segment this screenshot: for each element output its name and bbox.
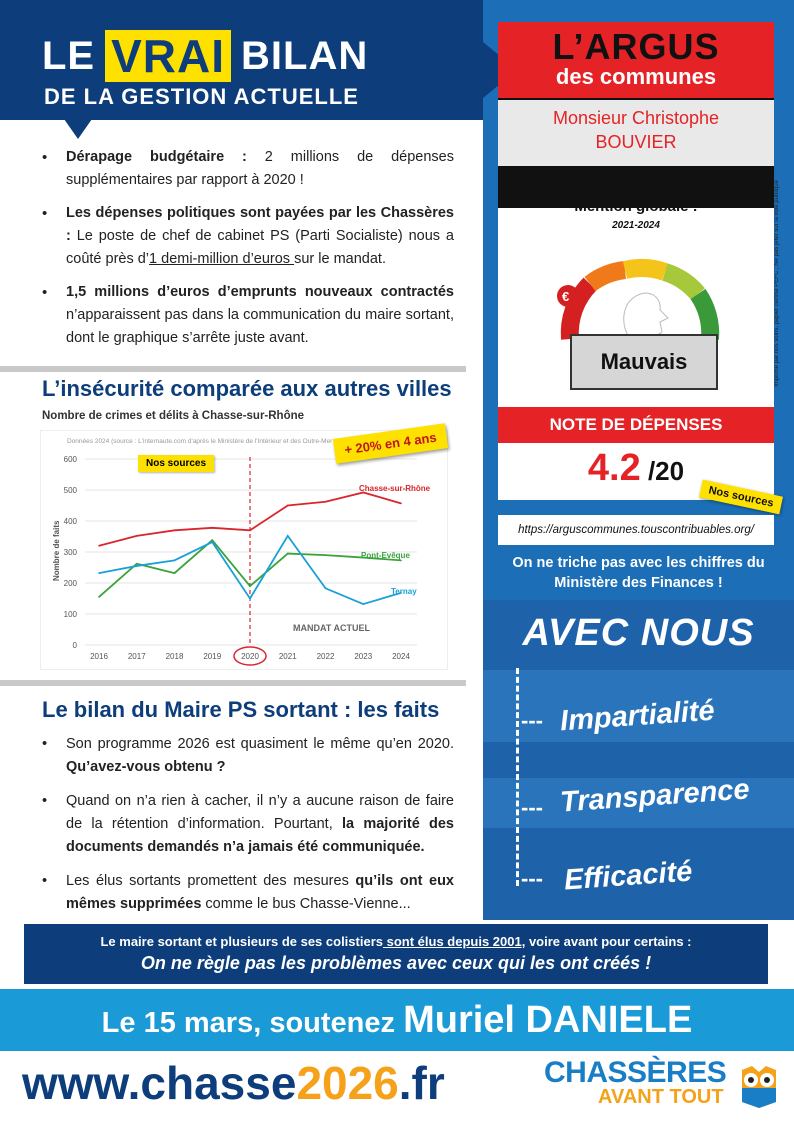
data-point — [249, 585, 251, 587]
data-point — [211, 539, 213, 541]
owl-logo-icon — [738, 1062, 780, 1110]
marianne-icon — [624, 293, 668, 339]
argus-brand-sub: des communes — [555, 64, 717, 89]
sources-badge-right: Nos sources — [699, 480, 783, 515]
quote-box — [24, 924, 768, 984]
headline-bilan: BILAN — [241, 33, 369, 78]
y-tick-label: 600 — [63, 455, 77, 464]
argus-header — [498, 22, 774, 98]
logo-subtext: AVANT TOUT — [598, 1086, 724, 1108]
facts-bullets — [42, 733, 454, 927]
series-label: Chasse-sur-Rhône — [359, 484, 431, 493]
facts-title: Le bilan du Maire PS sortant : les faits — [42, 697, 440, 722]
series-label: Pont-Evêque — [361, 551, 410, 560]
data-point — [325, 501, 327, 503]
logo-text: CHASSÈRES — [544, 1056, 727, 1089]
values-tree-line — [516, 668, 520, 886]
svg-text:€: € — [562, 289, 570, 304]
quote-line1: Le maire sortant et plusieurs de ses colistiers sont élus depuis 2001, voire avant pour certains : — [100, 934, 692, 949]
list-item: • Quand on n’a rien à cacher, il n’y a aucune raison de faire de la rétention d’information. Pourtant, la majorité des documents demandés n’a jamais été communiquée. — [42, 790, 454, 859]
argus-card — [498, 22, 774, 500]
value-transparence: Transparence — [559, 773, 751, 819]
x-tick-label: 2024 — [392, 652, 410, 661]
headline — [42, 30, 368, 82]
mention-period: 2021-2024 — [612, 220, 660, 231]
support-band: Le 15 mars, soutenez Muriel DANIELE — [0, 989, 794, 1051]
data-point — [98, 572, 100, 574]
data-point — [287, 505, 289, 507]
y-tick-label: 200 — [63, 579, 77, 588]
headline-le: LE — [42, 33, 96, 78]
data-point — [174, 560, 176, 562]
crime-chart-svg — [41, 431, 449, 671]
mention-label: Mention globale : — [574, 198, 698, 215]
rating-value: Mauvais — [570, 334, 718, 390]
candidate-name: Muriel DANIELE — [403, 999, 693, 1041]
x-tick-label: 2018 — [165, 652, 184, 661]
x-tick-label: 2023 — [354, 652, 373, 661]
y-tick-label: 0 — [72, 641, 77, 650]
quote-line2: On ne règle pas les problèmes avec ceux qui les ont créés ! — [140, 953, 652, 973]
list-item: • Les élus sortants promettent des mesures qu’ils ont eux mêmes supprimées comme le bus Chasse-Vienne... — [42, 870, 454, 916]
tree-dash: --- — [521, 866, 543, 891]
argus-brand: L’ARGUS — [552, 26, 720, 67]
list-item: • 1,5 millions d’euros d’emprunts nouveaux contractés n’apparaissent pas dans la communication du maire sortant, dont le graphique s’arrête juste avant. — [42, 281, 454, 350]
data-point — [136, 563, 138, 565]
budget-bullets — [42, 146, 454, 360]
tree-dash: --- — [521, 795, 543, 820]
headline-subtitle: DE LA GESTION ACTUELLE — [44, 84, 359, 109]
header-notch — [64, 119, 92, 139]
mandate-label: MANDAT ACTUEL — [293, 623, 370, 633]
data-point — [211, 527, 213, 529]
value-impartialite: Impartialité — [559, 694, 716, 738]
section-divider — [0, 366, 466, 372]
list-item: • Les dépenses politiques sont payées par les Chassères : Le poste de chef de cabinet PS (Parti Socialiste) nous a coûté près d’1 demi-million d’euros sur le mandat. — [42, 202, 454, 271]
data-point — [136, 565, 138, 567]
y-axis-label: Nombre de faits — [52, 520, 61, 581]
x-tick-label: 2017 — [127, 652, 146, 661]
avec-nous-heading: AVEC NOUS — [522, 612, 755, 654]
data-point — [211, 541, 213, 543]
data-point — [287, 535, 289, 537]
data-point — [249, 598, 251, 600]
data-point — [98, 596, 100, 598]
sources-badge: Nos sources — [138, 455, 214, 472]
data-point — [174, 572, 176, 574]
note-label: NOTE DE DÉPENSES — [498, 407, 774, 443]
headline-vrai: VRAI — [105, 30, 231, 82]
data-point — [362, 603, 364, 605]
argus-url[interactable]: https://arguscommunes.touscontribuables.org/ — [498, 515, 774, 545]
x-tick-label: 2022 — [316, 652, 335, 661]
data-point — [249, 530, 251, 532]
y-tick-label: 500 — [63, 486, 77, 495]
chart-subtitle: Nombre de crimes et délits à Chasse-sur-Rhône — [42, 410, 305, 422]
mayor-name: Monsieur Christophe BOUVIER — [498, 100, 774, 166]
growth-badge: + 20% en 4 ans — [333, 423, 448, 463]
value-efficacite: Efficacité — [563, 855, 694, 897]
x-tick-label: 2021 — [278, 652, 297, 661]
note-value: 4.2 /20 — [587, 447, 685, 489]
y-tick-label: 300 — [63, 548, 77, 557]
data-point — [287, 553, 289, 555]
list-item: • Dérapage budgétaire : 2 millions de dépenses supplémentaires par rapport à 2020 ! — [42, 146, 454, 192]
y-tick-label: 100 — [63, 610, 77, 619]
data-point — [174, 530, 176, 532]
data-point — [400, 503, 402, 505]
series-label: Ternay — [391, 587, 417, 596]
insecurity-title: L’insécurité comparée aux autres villes — [42, 376, 452, 401]
crime-chart — [40, 430, 448, 670]
finance-claim: On ne triche pas avec les chiffres du Ministère des Finances ! — [512, 555, 765, 591]
x-tick-label: 2020 — [241, 652, 259, 661]
website-link[interactable]: www.chasse2026.fr — [22, 1057, 445, 1109]
x-tick-label: 2019 — [203, 652, 222, 661]
data-point — [325, 587, 327, 589]
chart-note: Données 2024 (source : L'internaute.com d'après le Ministère de l'Intérieur et des Outre-Mer — [67, 438, 333, 445]
data-point — [98, 545, 100, 547]
y-tick-label: 400 — [63, 517, 77, 526]
tree-dash: --- — [521, 708, 543, 733]
section-divider — [0, 680, 466, 686]
x-tick-label: 2016 — [90, 652, 108, 661]
data-point — [325, 554, 327, 556]
data-point — [136, 535, 138, 537]
legal-vertical-text: Imprimé par nos soins, papier certifié PEFC ; Ne pas jeter sur la voie publique — [774, 180, 780, 387]
list-item: • Son programme 2026 est quasiment le même qu’en 2020. Qu’avez-vous obtenu ? — [42, 733, 454, 779]
